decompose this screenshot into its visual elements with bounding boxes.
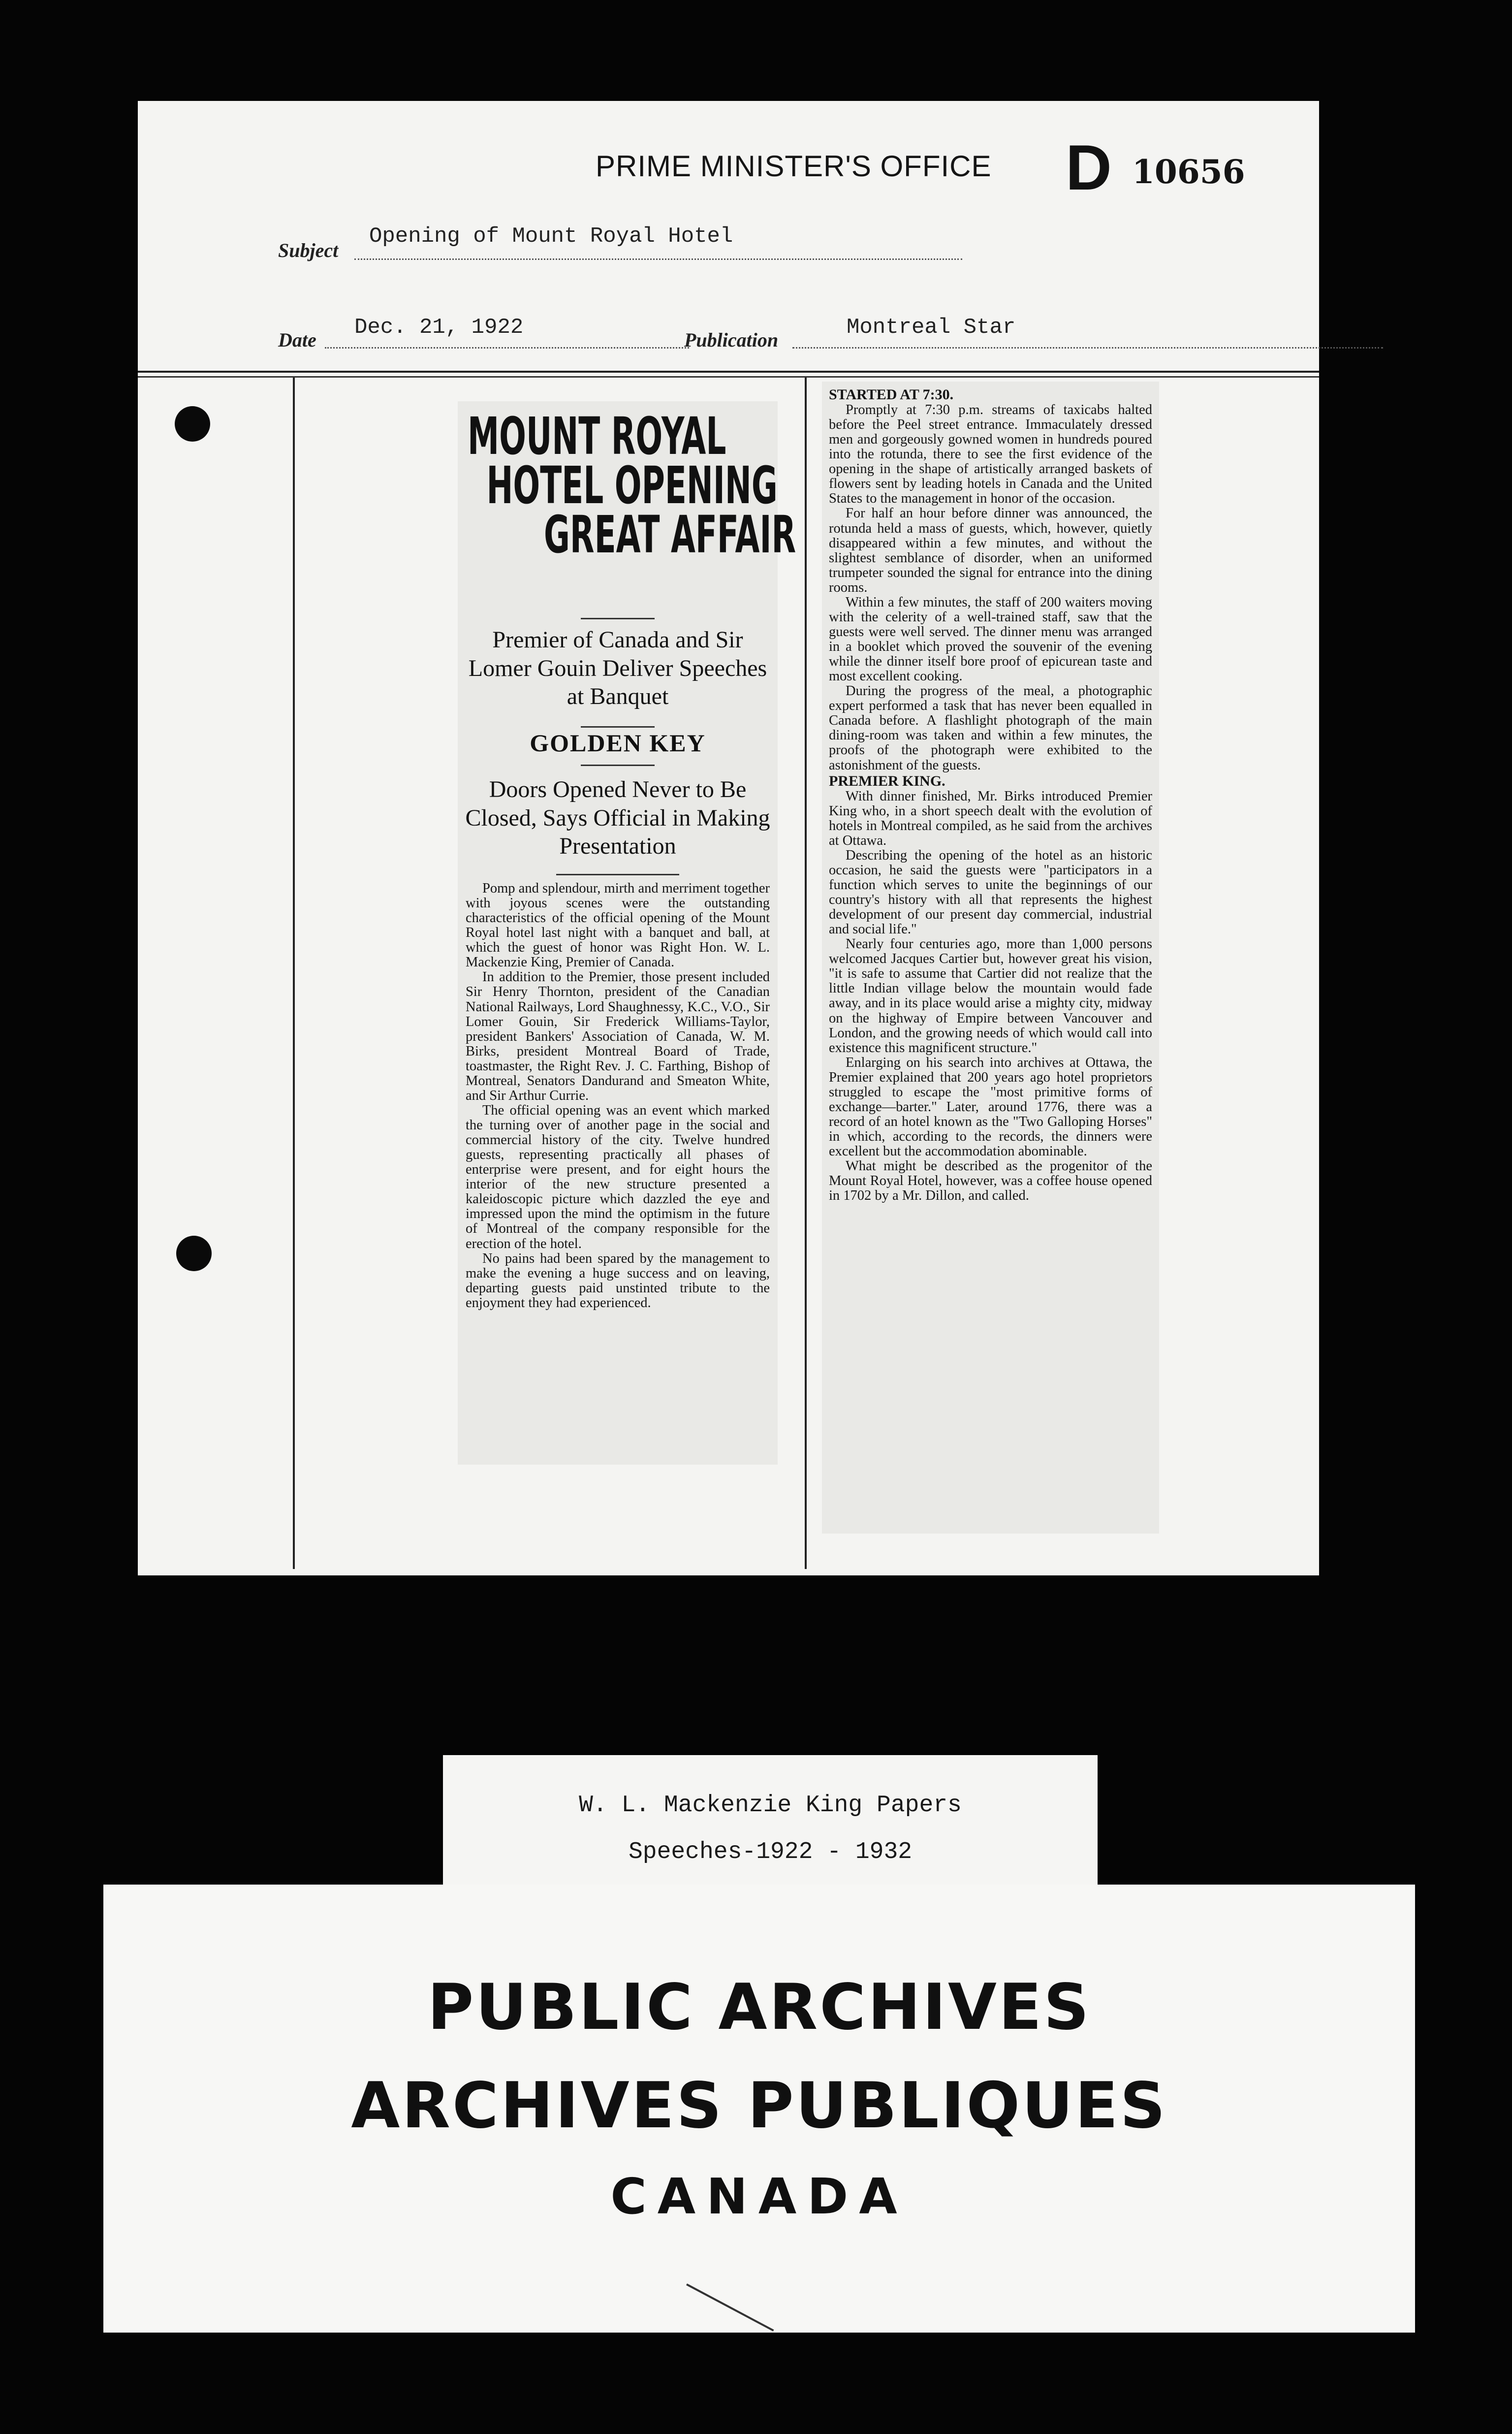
date-label: Date bbox=[278, 329, 316, 351]
article-paragraph: For half an hour before dinner was announced, the rotunda held a mass of guests, which, however, quietly disappeared within a few minutes, and without the slightest semblance of disorder, when an uniformed trumpeter sounded the signal for entrance into the dining rooms. bbox=[829, 506, 1152, 595]
stamp-line-archives-publiques: ARCHIVES PUBLIQUES bbox=[351, 2069, 1167, 2143]
subhead-premier-king: PREMIER KING. bbox=[829, 772, 945, 789]
left-margin-rule bbox=[293, 378, 295, 1569]
article-paragraph: Pomp and splendour, mirth and merriment together with joyous scenes were the outstanding characteristics of the official opening of the Mount Royal hotel last night with a banquet and ball, at which the guest of honor was Right Hon. W. L. Mackenzie King, Premier of Canada. bbox=[466, 881, 770, 970]
header-rule bbox=[138, 371, 1319, 378]
article-paragraph: Enlarging on his search into archives at Ottawa, the Premier explained that 200 years ago hotel proprietors struggled to escape the "most primitive forms of exchange—barter." Later, around 1776, there was a record of an hotel known as the "Two Galloping Horses" in which, according to the records, the dinners were excellent but the accommodation abominable. bbox=[829, 1055, 1152, 1159]
publication-dotline bbox=[792, 347, 1383, 349]
deck-divider bbox=[581, 765, 655, 766]
article-body-col2 bbox=[829, 386, 1152, 1203]
deck-divider bbox=[581, 618, 655, 619]
article-clipping-right bbox=[822, 382, 1159, 1534]
article-paragraph: Describing the opening of the hotel as an historic occasion, he said the guests were "participators in a function which serves to unite the beginnings of our country's history with all that represents the highest development of our present day commercial, industrial and social life." bbox=[829, 847, 1152, 937]
stamp-line-public-archives: PUBLIC ARCHIVES bbox=[427, 1971, 1091, 2044]
article-paragraph: With dinner finished, Mr. Birks introduced Premier King who, in a short speech dealt with the evolution of hotels in Montreal compiled, as he said from the archives at Ottawa. bbox=[829, 788, 1152, 848]
article-paragraph: No pains had been spared by the management to make the evening a huge success and on leaving, departing guests paid unstinted tribute to the enjoyment they had experienced. bbox=[466, 1250, 770, 1311]
article-paragraph: The official opening was an event which marked the turning over of another page in the social and commercial history of the city. Twelve hundred guests, representing practically all phases of enterprise were present, and for eight hours the interior of the new structure presented a kaleidoscopic picture which dazzled the eye and impressed upon the mind the optimism in the future of Montreal of the company responsible for the erection of the hotel. bbox=[466, 1102, 770, 1251]
article-paragraph: Within a few minutes, the staff of 200 waiters moving with the celerity of a well-trained staff, saw that the guests were well served. The dinner menu was arranged in a booklet which proved the souvenir of the evening while the dinner itself bore proof of epicurean taste and most excellent cooking. bbox=[829, 594, 1152, 684]
subject-label: Subject bbox=[278, 239, 339, 261]
article-clipping-left bbox=[458, 401, 796, 1465]
stamp-line-canada: CANADA bbox=[610, 2168, 908, 2225]
punch-hole-bottom bbox=[176, 1236, 212, 1271]
article-body-col1 bbox=[466, 881, 770, 1311]
deck-doors: Doors Opened Never to Be Closed, Says Official in Making Presentation bbox=[465, 776, 770, 860]
section-golden-key: GOLDEN KEY bbox=[530, 729, 706, 757]
deck-premier: Premier of Canada and Sir Lomer Gouin Deliver Speeches at Banquet bbox=[468, 627, 767, 710]
article-paragraph: What might be described as the progenitor of the Mount Royal Hotel, however, was a coffee house opened in 1702 by a Mr. Dillon, and called. bbox=[829, 1158, 1152, 1204]
subject-dotline bbox=[354, 258, 962, 260]
deck-divider bbox=[581, 726, 655, 728]
article-paragraph: Promptly at 7:30 p.m. streams of taxicabs halted before the Peel street entrance. Immaculately dressed men and gorgeously gowned women in hundreds poured into the rotunda, there to see the first evidence of the opening in the shape of artistically arranged baskets of flowers sent by leading hotels in Canada and the United States to the management in honor of the occasion. bbox=[829, 402, 1152, 507]
archive-stamp-card bbox=[103, 1885, 1415, 2333]
article-paragraph: Nearly four centuries ago, more than 1,000 persons welcomed Jacques Cartier but, however great his vision, "it is safe to assume that Cartier did not realize that the little Indian village below the mountain would fade away, and in its place would arise a mighty city, midway on the highway of Empire between Vancouver and London, and the growing needs of which would call into existence this magnificent structure." bbox=[829, 936, 1152, 1056]
article-headline bbox=[468, 406, 796, 565]
scan-scratch-mark bbox=[686, 2283, 774, 2331]
punch-hole-top bbox=[175, 406, 210, 442]
center-column-rule bbox=[805, 378, 807, 1569]
collection-series: Speeches-1922 - 1932 bbox=[628, 1839, 913, 1865]
headline-line: HOTEL OPENING bbox=[486, 455, 778, 515]
archive-label-card bbox=[443, 1755, 1098, 1898]
date-dotline bbox=[325, 347, 689, 349]
office-heading: PRIME MINISTER'S OFFICE bbox=[596, 150, 992, 183]
document-series-letter: D bbox=[1066, 131, 1112, 203]
subject-value: Opening of Mount Royal Hotel bbox=[369, 224, 733, 249]
article-paragraph: In addition to the Premier, those present included Sir Henry Thornton, president of the Canadian National Railways, Lord Shaughnessy, K.C., V.O., Sir Lomer Gouin, Sir Frederick Williams-Taylor, president Bankers' Association of Canada, W. M. Birks, president Montreal Board of Trade, toastmaster, the Right Rev. J. C. Farthing, Bishop of Montreal, Senators Dandurand and Smeaton White, and Sir Arthur Currie. bbox=[466, 969, 770, 1103]
headline-line: GREAT AFFAIR bbox=[544, 504, 796, 565]
collection-name: W. L. Mackenzie King Papers bbox=[579, 1792, 962, 1819]
headline-line: MOUNT ROYAL bbox=[468, 406, 726, 466]
deck-divider bbox=[556, 874, 679, 875]
article-paragraph: During the progress of the meal, a photographic expert performed a task that has never been equalled in Canada before. A flashlight photograph of the main dining-room was taken and within a few minutes, the proofs of the photograph were exhibited to the astonishment of the guests. bbox=[829, 683, 1152, 773]
publication-label: Publication bbox=[684, 329, 779, 351]
date-value: Dec. 21, 1922 bbox=[354, 315, 524, 340]
document-number: 10656 bbox=[1132, 153, 1245, 191]
subhead-started: STARTED AT 7:30. bbox=[829, 386, 954, 403]
publication-value: Montreal Star bbox=[847, 315, 1016, 340]
